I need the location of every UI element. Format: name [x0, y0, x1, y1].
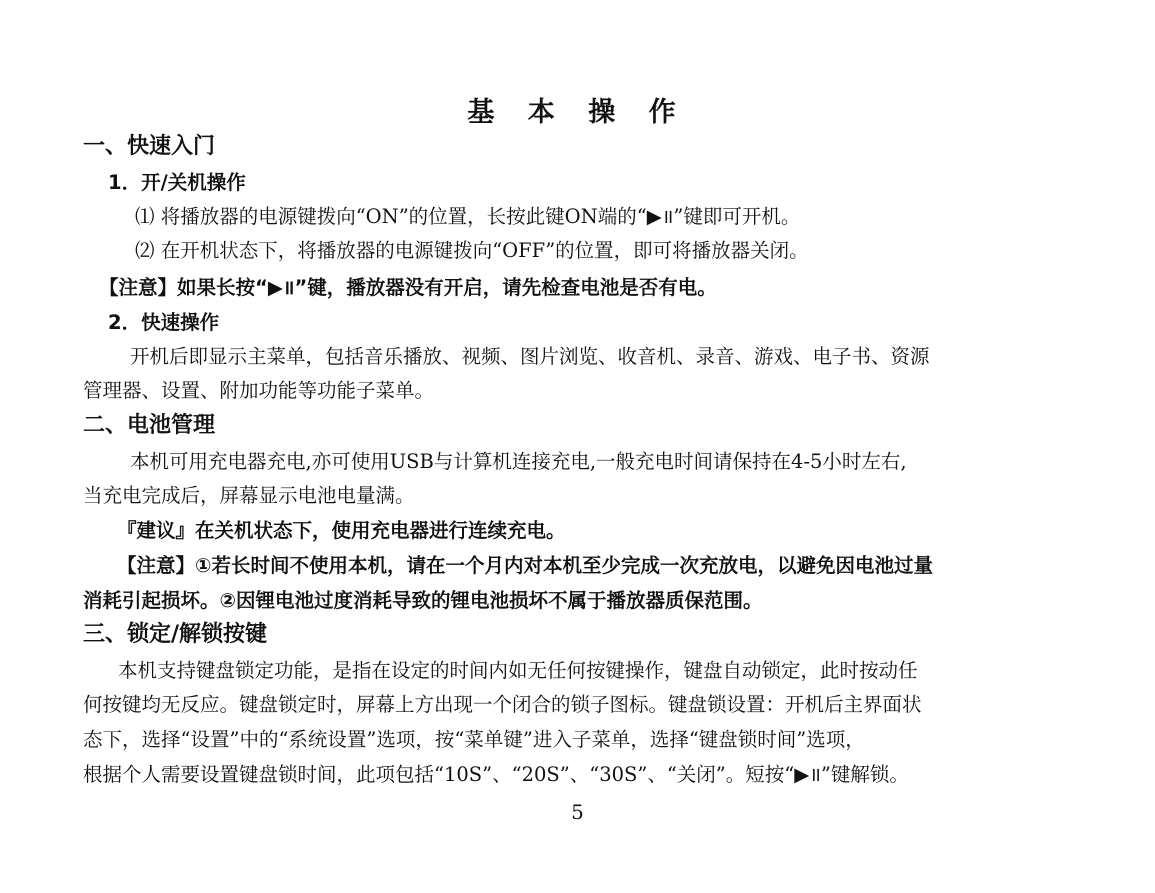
battery-suggestion: 『建议』在关机状态下，使用充电器进行连续充电。 — [117, 519, 566, 542]
lock-para-line-1: 本机支持键盘锁定功能，是指在设定的时间内如无任何按键操作，键盘自动锁定，此时按动任 — [118, 659, 918, 682]
battery-para-line-1: 本机可用充电器充电,亦可使用USB与计算机连接充电,一般充电时间请保持在4-5小时左右, — [130, 450, 907, 473]
lock-para-line-3: 态下，选择“设置”中的“系统设置”选项，按“菜单键”进入子菜单，选择“键盘锁时间”选项， — [83, 728, 865, 751]
power-note: 【注意】如果长按“▶॥”键，播放器没有开启，请先检查电池是否有电。 — [99, 276, 717, 299]
battery-note-line-2: 消耗引起损坏。②因锂电池过度消耗导致的锂电池损坏不属于播放器质保范围。 — [83, 589, 763, 612]
section2-heading: 二、电池管理 — [83, 413, 216, 438]
power-step-1: ⑴ 将播放器的电源键拨向“ON”的位置，长按此键ON端的“▶॥”键即可开机。 — [135, 205, 801, 228]
lock-para-line-2: 何按键均无反应。键盘锁定时，屏幕上方出现一个闭合的锁子图标。键盘锁设置：开机后主界面状 — [83, 693, 922, 716]
quick-op-line-1: 开机后即显示主菜单，包括音乐播放、视频、图片浏览、收音机、录音、游戏、电子书、资源 — [130, 345, 930, 368]
battery-note-line-1: 【注意】①若长时间不使用本机，请在一个月内对本机至少完成一次充放电，以避免因电池过量 — [117, 554, 934, 577]
battery-para-line-2: 当充电完成后，屏幕显示电池电量满。 — [83, 484, 415, 507]
power-step-2: ⑵ 在开机状态下，将播放器的电源键拨向“OFF”的位置，即可将播放器关闭。 — [135, 239, 809, 262]
section1-heading: 一、快速入门 — [83, 134, 216, 159]
section1-sub2-heading: 2．快速操作 — [108, 311, 220, 334]
quick-op-line-2: 管理器、设置、附加功能等功能子菜单。 — [83, 379, 435, 402]
lock-para-line-4: 根据个人需要设置键盘锁时间，此项包括“10S”、“20S”、“30S”、“关闭”。短按“▶॥”键解锁。 — [83, 763, 909, 786]
page-title: 基 本 操 作 — [467, 97, 688, 128]
section1-sub1-heading: 1．开/关机操作 — [108, 171, 246, 194]
section3-heading: 三、锁定/解锁按键 — [83, 622, 268, 647]
page-number: 5 — [571, 800, 584, 824]
